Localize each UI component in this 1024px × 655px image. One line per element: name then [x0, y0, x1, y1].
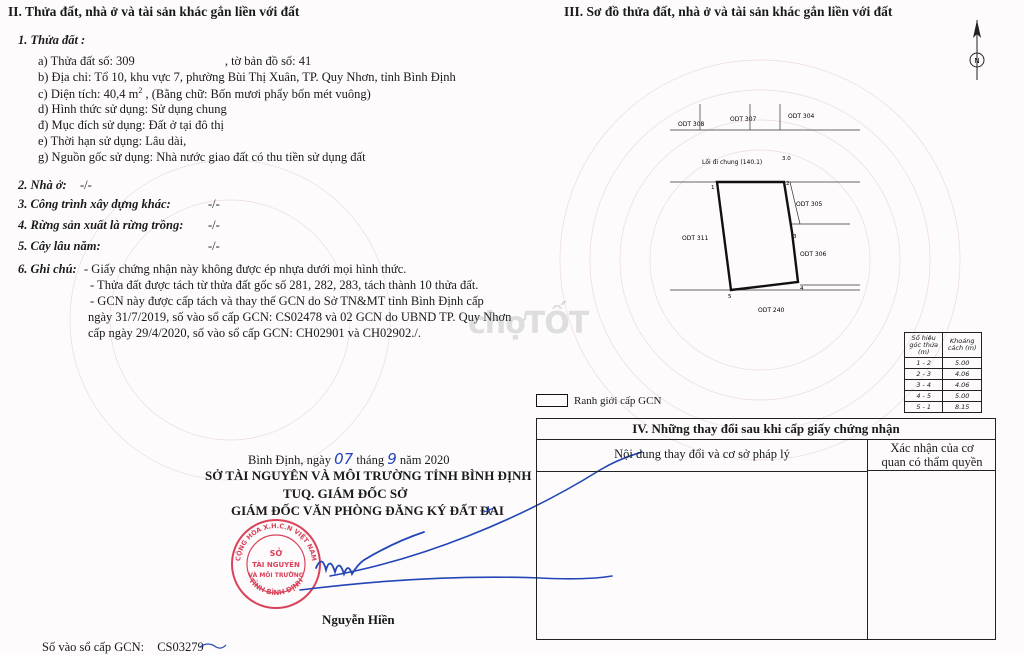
- confirmation-header-line2: quan có thẩm quyền: [881, 455, 983, 469]
- note-3c: cấp ngày 29/4/2020, số vào sổ cấp GCN: CH02901 và CH02902./.: [88, 326, 421, 340]
- book-number-value: CS03279: [157, 640, 204, 654]
- month-label: tháng: [356, 453, 385, 467]
- north-arrow-icon: [962, 16, 992, 86]
- legend-swatch: [536, 394, 568, 407]
- usage-term: e) Thời hạn sử dụng: Lâu dài,: [38, 134, 187, 148]
- notes-label: 6. Ghi chú:: [18, 262, 77, 276]
- issue-year: năm 2020: [399, 453, 450, 467]
- area-text: c) Diện tích: 40,4 m: [38, 87, 139, 102]
- stamp-bottom-text: TỈNH BÌNH ĐỊNH: [247, 576, 305, 597]
- house-label: 2. Nhà ở:: [18, 178, 67, 192]
- table-head-vertices: Số hiệu góc thửa (m): [905, 333, 943, 358]
- edge-length: 5.00: [943, 391, 982, 402]
- area-in-words: , (Bằng chữ: Bốn mươi phẩy bốn mét vuông): [142, 87, 371, 102]
- parcel-address: b) Địa chỉ: Tổ 10, khu vực 7, phường Bùi Thị Xuân, TP. Quy Nhơn, tỉnh Bình Định: [38, 70, 456, 84]
- plantation-forest-label: 4. Rừng sản xuất là rừng trồng:: [18, 218, 184, 232]
- edge-label: 3 - 4: [905, 380, 943, 391]
- edge-length: 5.00: [943, 358, 982, 369]
- lot-305: ODT 305: [796, 201, 823, 208]
- vertex-2: 2: [786, 181, 790, 187]
- issue-month: 9: [387, 450, 397, 468]
- usage-form: d) Hình thức sử dụng: Sử dụng chung: [38, 102, 227, 116]
- section4-title: IV. Những thay đổi sau khi cấp giấy chứng nhận: [537, 419, 995, 440]
- changes-confirmation-header: [868, 439, 996, 471]
- stamp-line-3: VÀ MÔI TRƯỜNG: [248, 572, 304, 579]
- authorization-line: TUQ. GIÁM ĐỐC SỞ: [283, 486, 408, 501]
- edge-label: 1 - 2: [905, 358, 943, 369]
- map-sheet-number: , tờ bản đồ số: 41: [224, 54, 312, 68]
- edge-length: 8.15: [943, 402, 982, 413]
- section3-title: III. Sơ đồ thửa đất, nhà ở và tài sản khác gắn liền với đất: [564, 4, 893, 19]
- distance-table: [904, 332, 982, 413]
- vertex-4: 4: [800, 286, 804, 292]
- road-width: 3.0: [782, 156, 791, 162]
- lot-311: ODT 311: [682, 235, 709, 242]
- usage-purpose: đ) Mục đích sử dụng: Đất ở tại đô thị: [38, 118, 224, 132]
- vertex-5: 5: [728, 294, 732, 300]
- edge-label: 2 - 3: [905, 369, 943, 380]
- edge-label: 4 - 5: [905, 391, 943, 402]
- issuing-department: SỞ TÀI NGUYÊN VÀ MÔI TRƯỜNG TỈNH BÌNH ĐỊNH: [205, 468, 532, 483]
- signer-name: Nguyễn Hiền: [322, 612, 395, 627]
- plantation-forest-value: -/-: [208, 218, 220, 232]
- vertex-3: 3: [793, 234, 797, 240]
- stamp-outer-text: CỘNG HÒA X.H.C.N VIỆT NAM: [234, 521, 318, 562]
- note-3a: - GCN này được cấp tách và thay thế GCN do Sở TN&MT tỉnh Bình Định cấp: [90, 294, 484, 308]
- table-row: [905, 369, 982, 380]
- perennial-trees-label: 5. Cây lâu năm:: [18, 239, 101, 253]
- watermark: chợTỐT: [468, 306, 589, 341]
- issue-date-prefix: Bình Định, ngày: [248, 453, 331, 467]
- lot-304: ODT 304: [788, 113, 815, 120]
- usage-origin: g) Nguồn gốc sử dụng: Nhà nước giao đất có thu tiền sử dụng đất: [38, 150, 366, 164]
- table-row: [905, 402, 982, 413]
- lot-240: ODT 240: [758, 307, 785, 314]
- vertex-1: 1: [711, 185, 715, 191]
- column-divider: [867, 439, 868, 639]
- perennial-trees-value: -/-: [208, 239, 220, 253]
- house-value: -/-: [80, 178, 92, 192]
- table-head-distance: Khoảng cách (m): [943, 333, 982, 358]
- note-1: - Giấy chứng nhận này không được ép nhựa dưới mọi hình thức.: [84, 262, 407, 276]
- stamp-line-2: TÀI NGUYÊN: [252, 561, 300, 569]
- legend-label: Ranh giới cấp GCN: [574, 395, 662, 407]
- changes-content-header: Nội dung thay đổi và cơ sở pháp lý: [537, 439, 867, 472]
- other-construction-label: 3. Công trình xây dựng khác:: [18, 197, 171, 211]
- note-2: - Thửa đất được tách từ thửa đất gốc số 281, 282, 283, tách thành 10 thửa đất.: [90, 278, 479, 292]
- table-row: [905, 380, 982, 391]
- stamp-line-1: SỞ: [269, 549, 283, 558]
- table-row: [905, 358, 982, 369]
- changes-table: [536, 418, 996, 640]
- director-title: GIÁM ĐỐC VĂN PHÒNG ĐĂNG KÝ ĐẤT ĐAI: [231, 503, 504, 518]
- parcel-number-text: a) Thửa đất số: 309: [38, 54, 135, 68]
- note-3b: ngày 31/7/2019, số vào sổ cấp GCN: CS02478 và 02 GCN do UBND TP. Quy Nhơn: [88, 310, 512, 324]
- section2-title: II. Thửa đất, nhà ở và tài sản khác gắn liền với đất: [8, 4, 300, 19]
- table-row: [905, 391, 982, 402]
- lot-306: ODT 306: [800, 251, 827, 258]
- confirmation-header-line1: Xác nhận của cơ: [890, 441, 974, 455]
- lot-307: ODT 307: [730, 116, 757, 123]
- land-parcel-heading: 1. Thửa đất :: [18, 33, 86, 47]
- lot-308: ODT 308: [678, 121, 705, 128]
- edge-length: 4.06: [943, 380, 982, 391]
- north-label: N: [974, 57, 980, 65]
- edge-label: 5 - 1: [905, 402, 943, 413]
- road-label: Lối đi chung (140.1): [702, 159, 763, 166]
- parcel-sketch: [660, 100, 900, 320]
- issue-day: 07: [334, 450, 354, 468]
- area-unit-sup: 2: [138, 86, 143, 95]
- book-number-label: Số vào sổ cấp GCN:: [42, 640, 145, 654]
- other-construction-value: -/-: [208, 197, 220, 211]
- edge-length: 4.06: [943, 369, 982, 380]
- parcel-boundary: [717, 182, 798, 290]
